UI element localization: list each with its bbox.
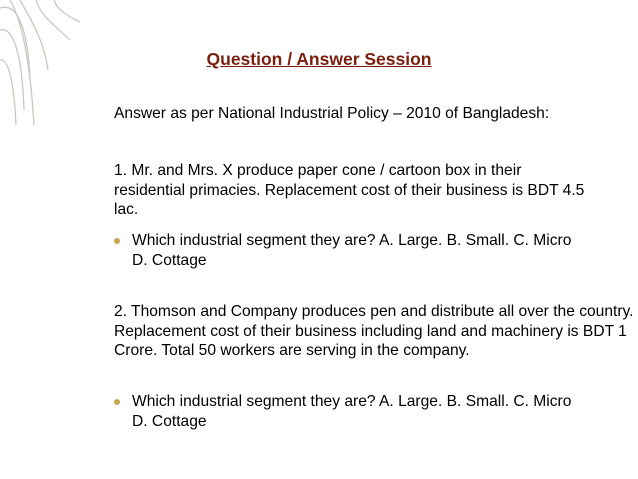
question-2-bullet-text: Which industrial segment they are? A. Large. B. Small. C. Micro D. Cottage — [132, 393, 572, 430]
question-1-bullet-text: Which industrial segment they are? A. Large. B. Small. C. Micro D. Cottage — [132, 232, 572, 269]
slide-title: Question / Answer Session — [206, 49, 432, 69]
question-2-text: 2. Thomson and Company produces pen and distribute all over the country. Replacement cost of their business including land and machinery is BDT 1 Crore. Total 50 workers are serving in the company. — [114, 303, 634, 359]
bullet-icon — [114, 238, 120, 244]
question-2-bullet — [114, 392, 584, 431]
bullet-icon — [114, 399, 120, 405]
intro-text: Answer as per National Industrial Policy – 2010 of Bangladesh: — [114, 105, 550, 122]
question-1-bullet — [114, 231, 584, 270]
question-1-text: 1. Mr. and Mrs. X produce paper cone / cartoon box in their residential primacies. Replacement cost of their business is BDT 4.5 lac. — [114, 162, 585, 218]
